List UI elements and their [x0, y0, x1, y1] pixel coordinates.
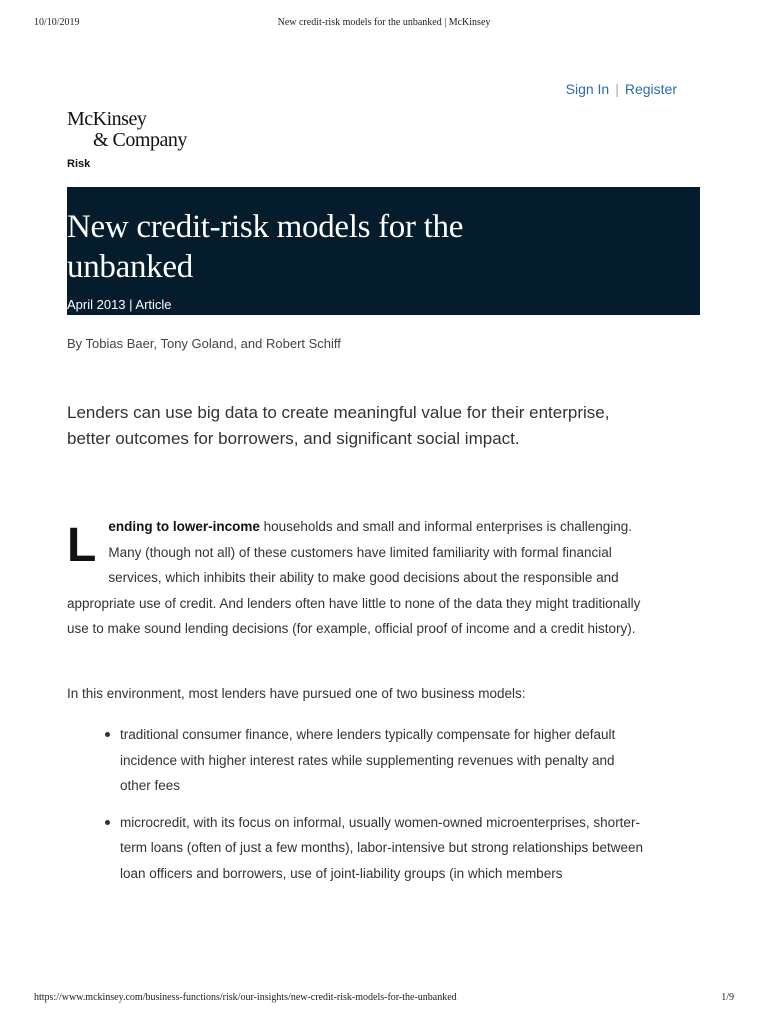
- drop-cap: L: [67, 519, 97, 572]
- print-page-number: 1/9: [721, 992, 734, 1003]
- logo-line-1: McKinsey: [67, 108, 147, 130]
- print-doc-title: New credit-risk models for the unbanked | McKinsey: [277, 17, 491, 28]
- section-tag[interactable]: Risk: [67, 158, 91, 170]
- print-footer: [34, 992, 734, 1006]
- lead-in-bold: ending to lower-income: [108, 519, 260, 534]
- list-item: microcredit, with its focus on informal, usually women-owned microenterprises, shorter-term loans (often of just a few months), labor-intensive but strong relationships between loan officers and borrowers, use of joint-liability groups (in which members: [67, 810, 647, 887]
- sign-in-link[interactable]: Sign In: [565, 81, 610, 97]
- article-meta: April 2013 | Article: [67, 297, 172, 312]
- body-paragraph-1: [67, 514, 642, 642]
- mckinsey-logo[interactable]: [67, 109, 187, 151]
- print-date: 10/10/2019: [34, 17, 80, 28]
- article-lede: Lenders can use big data to create meaningful value for their enterprise, better outcomes for borrowers, and significant social impact.: [67, 403, 610, 448]
- list-item: traditional consumer finance, where lenders typically compensate for higher default incidence with higher interest rates while supplementing revenues with penalty and other fees: [67, 722, 647, 799]
- print-header: [34, 17, 734, 31]
- article-hero: [67, 187, 700, 315]
- body-paragraph-2: In this environment, most lenders have pursued one of two business models:: [67, 686, 526, 701]
- paragraph-1-text: households and small and informal enterprises is challenging. Many (though not all) of these customers have limited familiarity with formal financial services, which inhibits their ability to make good decisions about the responsible and appropriate use of credit. And lenders often have little to none of the data they might traditionally use to make sound lending decisions (for example, official proof of income and a credit history).: [67, 519, 641, 636]
- auth-links: [566, 81, 677, 97]
- logo-line-2: & Company: [93, 129, 187, 151]
- print-url: https://www.mckinsey.com/business-functions/risk/our-insights/new-credit-risk-models-for-the-unbanked: [34, 992, 457, 1003]
- register-link[interactable]: Register: [624, 81, 677, 97]
- article-byline: By Tobias Baer, Tony Goland, and Robert Schiff: [67, 336, 341, 351]
- business-models-list: [67, 722, 647, 897]
- article-title: New credit-risk models for the unbanked: [67, 209, 464, 285]
- auth-separator: |: [615, 81, 619, 97]
